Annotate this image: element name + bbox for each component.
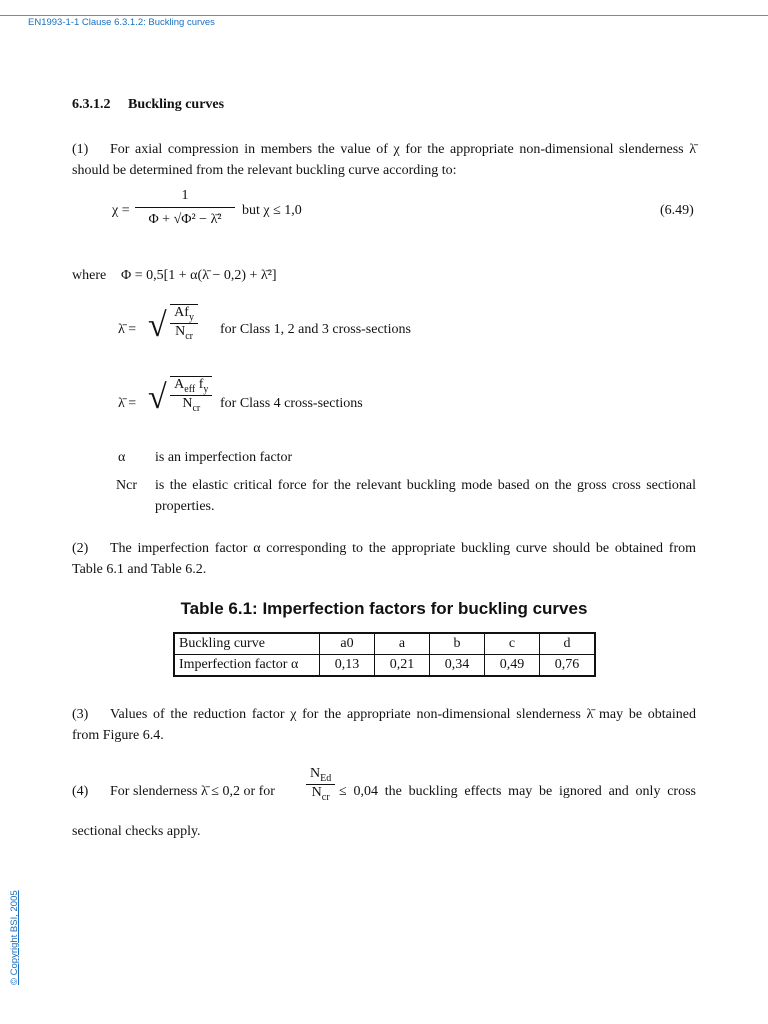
eq-6-49-lhs: χ =: [112, 203, 130, 218]
para-3-line-1: [72, 704, 696, 725]
table-cell: 0,13: [320, 655, 375, 677]
page-header: EN1993-1-1 Clause 6.3.1.2: Buckling curves: [28, 17, 215, 28]
eq-6-49-condition: but χ ≤ 1,0: [242, 203, 302, 218]
table-cell: a: [375, 633, 430, 655]
para-2-number: (2): [72, 541, 89, 556]
para-4-fraction: [306, 766, 335, 803]
eq-6-49-numerator: 1: [135, 188, 235, 208]
lambda-lhs-class-123: λ̄ =: [118, 322, 137, 337]
phi-equation: Φ = 0,5[1 + α(λ̄ − 0,2) + λ̄²]: [121, 268, 277, 283]
para-2-line-1: [72, 538, 696, 559]
def-ncr-text-2: properties.: [155, 499, 215, 514]
para-1-number: (1): [72, 142, 89, 157]
para-1-line-2: should be determined from the relevant buckling curve according to:: [72, 163, 457, 178]
def-alpha-text: is an imperfection factor: [155, 450, 293, 465]
lambda-fraction-class-4: √ $\frac{A_{eff} f_y}{N_{cr}}$: [148, 378, 212, 418]
para-2-line-2: Table 6.1 and Table 6.2.: [72, 562, 207, 577]
lambda-den-class-123: N: [175, 323, 186, 339]
section-title: Buckling curves: [128, 97, 225, 112]
eq-6-49-denominator: Φ + √Φ² − λ̄²: [148, 212, 222, 227]
para-4-frac-num-sub: Ed: [320, 772, 332, 784]
lambda-num-class-123: Af: [174, 305, 189, 320]
eq-6-49-fraction: [135, 188, 235, 228]
lambda-num2-class-4: f: [198, 377, 204, 392]
table-cell: 0,49: [485, 655, 540, 677]
table-cell: 0,34: [430, 655, 485, 677]
para-3-text: Values of the reduction factor χ for the appropriate non-dimensional slenderness λ̄ may be obtained: [110, 707, 696, 722]
table-cell: 0,21: [375, 655, 430, 677]
para-3-line-2: from Figure 6.4.: [72, 728, 164, 743]
para-4-text-1: For slenderness λ̄ ≤ 0,2 or for: [110, 784, 275, 799]
para-4-frac-den-sub: cr: [321, 791, 330, 803]
para-4-part-2: ≤ 0,04 the buckling effects may be ignored and only cross: [339, 784, 696, 799]
section-heading: [72, 94, 224, 115]
para-4-line-2: sectional checks apply.: [72, 824, 201, 839]
lambda-den-sub-class-123: cr: [185, 330, 194, 342]
copyright-notice[interactable]: © Copyright BSI, 2005: [9, 890, 20, 985]
table-row: [174, 633, 595, 655]
lambda-den-class-4: N: [182, 395, 193, 411]
table-row: [174, 655, 595, 677]
lambda-num-class-4: A: [174, 377, 185, 392]
header-rule: [0, 15, 768, 16]
table-cell: Buckling curve: [174, 633, 320, 655]
where-label: where: [72, 268, 107, 283]
table-cell: c: [485, 633, 540, 655]
lambda-note-class-4: for Class 4 cross-sections: [220, 396, 363, 411]
para-4-frac-den: N: [311, 784, 322, 800]
table-title: Table 6.1: Imperfection factors for buckling curves: [180, 599, 588, 618]
para-4-number: (4): [72, 784, 89, 799]
para-1-text: For axial compression in members the value of χ for the appropriate non-dimensional slenderness λ̄: [110, 142, 696, 157]
table-cell: b: [430, 633, 485, 655]
def-ncr-text-1: is the elastic critical force for the relevant buckling mode based on the gross cross sectional: [155, 478, 696, 493]
para-1-line-1: [72, 139, 696, 160]
table-cell: Imperfection factor α: [174, 655, 320, 677]
section-number: 6.3.1.2: [72, 97, 111, 112]
para-2-text: The imperfection factor α corresponding to the appropriate buckling curve should be obtained from: [110, 541, 696, 556]
def-alpha-symbol: α: [118, 450, 126, 465]
para-4-part-1: [72, 781, 275, 802]
table-cell: d: [540, 633, 596, 655]
imperfection-table: [173, 632, 596, 677]
lambda-den-sub-class-4: cr: [192, 402, 201, 414]
lambda-fraction-class-123: √ $\frac{Af_y}{N_{cr}}$: [148, 306, 198, 346]
lambda-num-sub-class-4: eff: [184, 383, 196, 395]
lambda-lhs-class-4: λ̄ =: [118, 396, 137, 411]
table-cell: a0: [320, 633, 375, 655]
lambda-num-sub-class-123: y: [188, 311, 194, 323]
table-cell: 0,76: [540, 655, 596, 677]
lambda-num2-sub-class-4: y: [203, 383, 209, 395]
lambda-note-class-123: for Class 1, 2 and 3 cross-sections: [220, 322, 411, 337]
para-3-number: (3): [72, 707, 89, 722]
def-ncr-symbol: Ncr: [116, 478, 137, 493]
para-4-frac-num: N: [310, 766, 321, 781]
eq-6-49-label: (6.49): [660, 203, 694, 218]
